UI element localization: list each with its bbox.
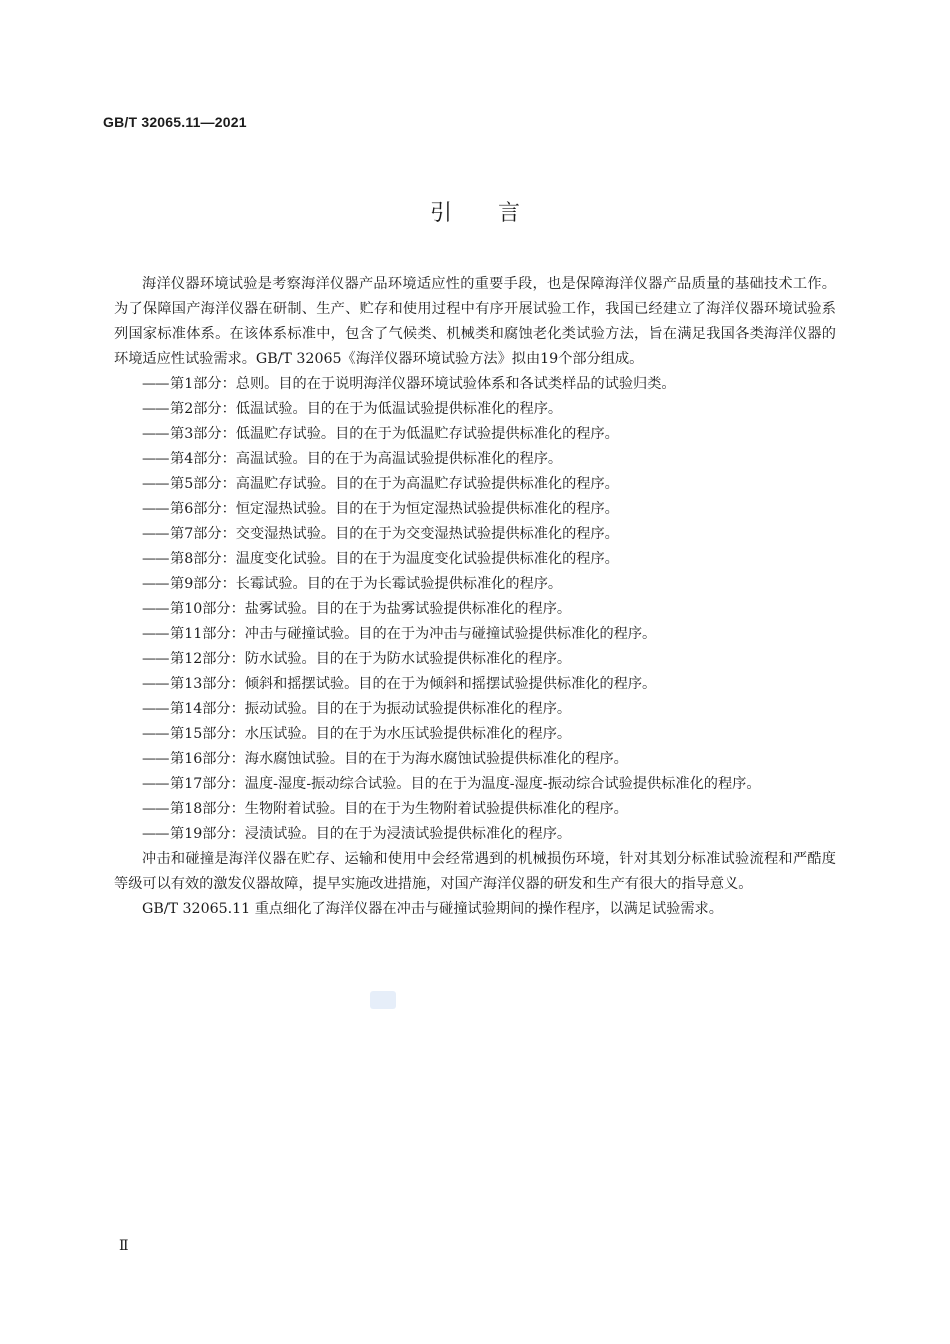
list-item-text: 第6部分：恒定湿热试验。目的在于为恒定湿热试验提供标准化的程序。: [170, 501, 619, 517]
list-item-text: 第17部分：温度-湿度-振动综合试验。目的在于为温度-湿度-振动综合试验提供标准化的程序。: [170, 776, 761, 792]
watermark-icon: [370, 991, 396, 1009]
list-dash: ——: [142, 426, 169, 442]
list-item-text: 第18部分：生物附着试验。目的在于为生物附着试验提供标准化的程序。: [170, 801, 628, 817]
list-item: [114, 372, 836, 397]
list-item: [114, 647, 836, 672]
list-dash: ——: [142, 551, 169, 567]
parts-list: [114, 372, 836, 847]
list-item: [114, 472, 836, 497]
list-dash: ——: [142, 801, 169, 817]
list-item-text: 第8部分：温度变化试验。目的在于为温度变化试验提供标准化的程序。: [170, 551, 619, 567]
list-dash: ——: [142, 676, 169, 692]
list-item: [114, 622, 836, 647]
list-item: [114, 772, 836, 797]
list-item: [114, 497, 836, 522]
list-dash: ——: [142, 451, 169, 467]
list-item-text: 第15部分：水压试验。目的在于为水压试验提供标准化的程序。: [170, 726, 572, 742]
list-item-text: 第1部分：总则。目的在于说明海洋仪器环境试验体系和各试类样品的试验归类。: [170, 376, 676, 392]
list-dash: ——: [142, 501, 169, 517]
list-item-text: 第12部分：防水试验。目的在于为防水试验提供标准化的程序。: [170, 651, 572, 667]
list-item-text: 第3部分：低温贮存试验。目的在于为低温贮存试验提供标准化的程序。: [170, 426, 619, 442]
list-item: [114, 422, 836, 447]
impact-paragraph: 冲击和碰撞是海洋仪器在贮存、运输和使用中会经常遇到的机械损伤环境，针对其划分标准试验流程和严酷度等级可以有效的激发仪器故障，提早实施改进措施，对国产海洋仪器的研发和生产有很大的指导意义。: [114, 851, 836, 892]
list-item: [114, 397, 836, 422]
standard-code: GB/T 32065.11—2021: [103, 114, 247, 130]
list-item-text: 第4部分：高温试验。目的在于为高温试验提供标准化的程序。: [170, 451, 563, 467]
list-dash: ——: [142, 601, 169, 617]
list-item-text: 第2部分：低温试验。目的在于为低温试验提供标准化的程序。: [170, 401, 563, 417]
list-dash: ——: [142, 476, 169, 492]
list-item: [114, 672, 836, 697]
list-item-text: 第13部分：倾斜和摇摆试验。目的在于为倾斜和摇摆试验提供标准化的程序。: [170, 676, 657, 692]
list-dash: ——: [142, 626, 169, 642]
scope-paragraph: GB/T 32065.11 重点细化了海洋仪器在冲击与碰撞试验期间的操作程序，以满足试验需求。: [142, 901, 723, 917]
list-item-text: 第14部分：振动试验。目的在于为振动试验提供标准化的程序。: [170, 701, 572, 717]
list-item: [114, 447, 836, 472]
list-dash: ——: [142, 376, 169, 392]
list-item: [114, 722, 836, 747]
list-item-text: 第11部分：冲击与碰撞试验。目的在于为冲击与碰撞试验提供标准化的程序。: [170, 626, 657, 642]
list-dash: ——: [142, 701, 169, 717]
list-dash: ——: [142, 651, 169, 667]
list-item: [114, 747, 836, 772]
list-item-text: 第10部分：盐雾试验。目的在于为盐雾试验提供标准化的程序。: [170, 601, 572, 617]
list-item-text: 第9部分：长霉试验。目的在于为长霉试验提供标准化的程序。: [170, 576, 563, 592]
list-item-text: 第16部分：海水腐蚀试验。目的在于为海水腐蚀试验提供标准化的程序。: [170, 751, 628, 767]
page-number: Ⅱ: [119, 1238, 129, 1254]
intro-paragraph: 海洋仪器环境试验是考察海洋仪器产品环境适应性的重要手段，也是保障海洋仪器产品质量的基础技术工作。为了保障国产海洋仪器在研制、生产、贮存和使用过程中有序开展试验工作，我国已经建立了海洋仪器环境试验系列国家标准体系。在该体系标准中，包含了气候类、机械类和腐蚀老化类试验方法，旨在满足我国各类海洋仪器的环境适应性试验需求。GB/T 32065《海洋仪器环境试验方法》拟由19个部分组成。: [114, 276, 836, 367]
list-dash: ——: [142, 826, 169, 842]
list-dash: ——: [142, 726, 169, 742]
list-item-text: 第19部分：浸渍试验。目的在于为浸渍试验提供标准化的程序。: [170, 826, 572, 842]
list-item: [114, 697, 836, 722]
list-item: [114, 547, 836, 572]
list-item: [114, 797, 836, 822]
list-item: [114, 572, 836, 597]
document-body: [114, 272, 836, 922]
list-dash: ——: [142, 576, 169, 592]
list-dash: ——: [142, 401, 169, 417]
page-title: 引言: [429, 201, 566, 226]
list-item: [114, 522, 836, 547]
list-item: [114, 597, 836, 622]
list-item-text: 第5部分：高温贮存试验。目的在于为高温贮存试验提供标准化的程序。: [170, 476, 619, 492]
list-dash: ——: [142, 751, 169, 767]
list-dash: ——: [142, 776, 169, 792]
list-item-text: 第7部分：交变湿热试验。目的在于为交变湿热试验提供标准化的程序。: [170, 526, 619, 542]
list-dash: ——: [142, 526, 169, 542]
list-item: [114, 822, 836, 847]
